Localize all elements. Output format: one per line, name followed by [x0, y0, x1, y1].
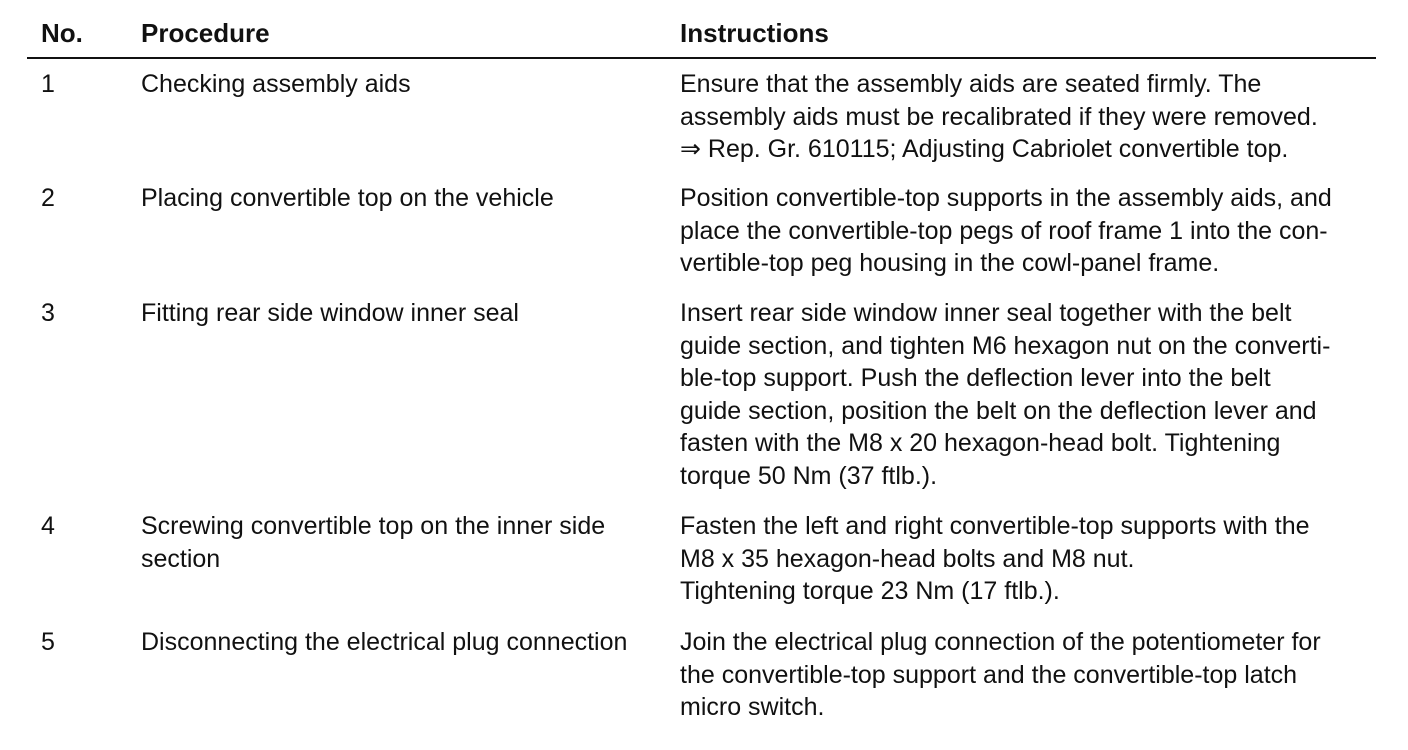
row-number: 5: [41, 628, 55, 656]
header-divider: [27, 57, 1376, 59]
row-procedure: Fitting rear side window inner seal: [141, 299, 519, 327]
row-instructions: Insert rear side window inner seal together with the belt guide section, and tighten M6 hexagon nut on the converti- ble-top support. Push the deflection lever into the belt guide section, position the belt on the deflection lever and fasten with the M8 x 20 hexagon-head bolt. Tightening torque 50 Nm (37 ftlb.).: [680, 299, 1331, 490]
row-number: 4: [41, 512, 55, 540]
header-instructions: Instructions: [680, 18, 829, 48]
row-number: 3: [41, 299, 55, 327]
row-instructions: Position convertible-top supports in the assembly aids, and place the convertible-top pegs of roof frame 1 into the con- vertible-top peg housing in the cowl-panel frame.: [680, 184, 1332, 277]
row-number: 2: [41, 184, 55, 212]
header-procedure: Procedure: [141, 18, 270, 48]
row-procedure: Disconnecting the electrical plug connection: [141, 628, 628, 656]
row-procedure: Checking assembly aids: [141, 70, 411, 98]
row-instructions: Join the electrical plug connection of the potentiometer for the convertible-top support and the convertible-top latch micro switch.: [680, 628, 1321, 721]
table-header: [0, 0, 1408, 58]
row-procedure: Screwing convertible top on the inner side section: [141, 512, 606, 573]
row-instructions: Ensure that the assembly aids are seated firmly. The assembly aids must be recalibrated if they were removed. ⇒ Rep. Gr. 610115; Adjusting Cabriolet convertible top.: [680, 70, 1318, 163]
row-number: 1: [41, 70, 55, 98]
row-instructions: Fasten the left and right convertible-top supports with the M8 x 35 hexagon-head bolts and M8 nut. Tightening torque 23 Nm (17 ftlb.).: [680, 512, 1310, 605]
row-procedure: Placing convertible top on the vehicle: [141, 184, 554, 212]
header-no: No.: [41, 18, 83, 48]
